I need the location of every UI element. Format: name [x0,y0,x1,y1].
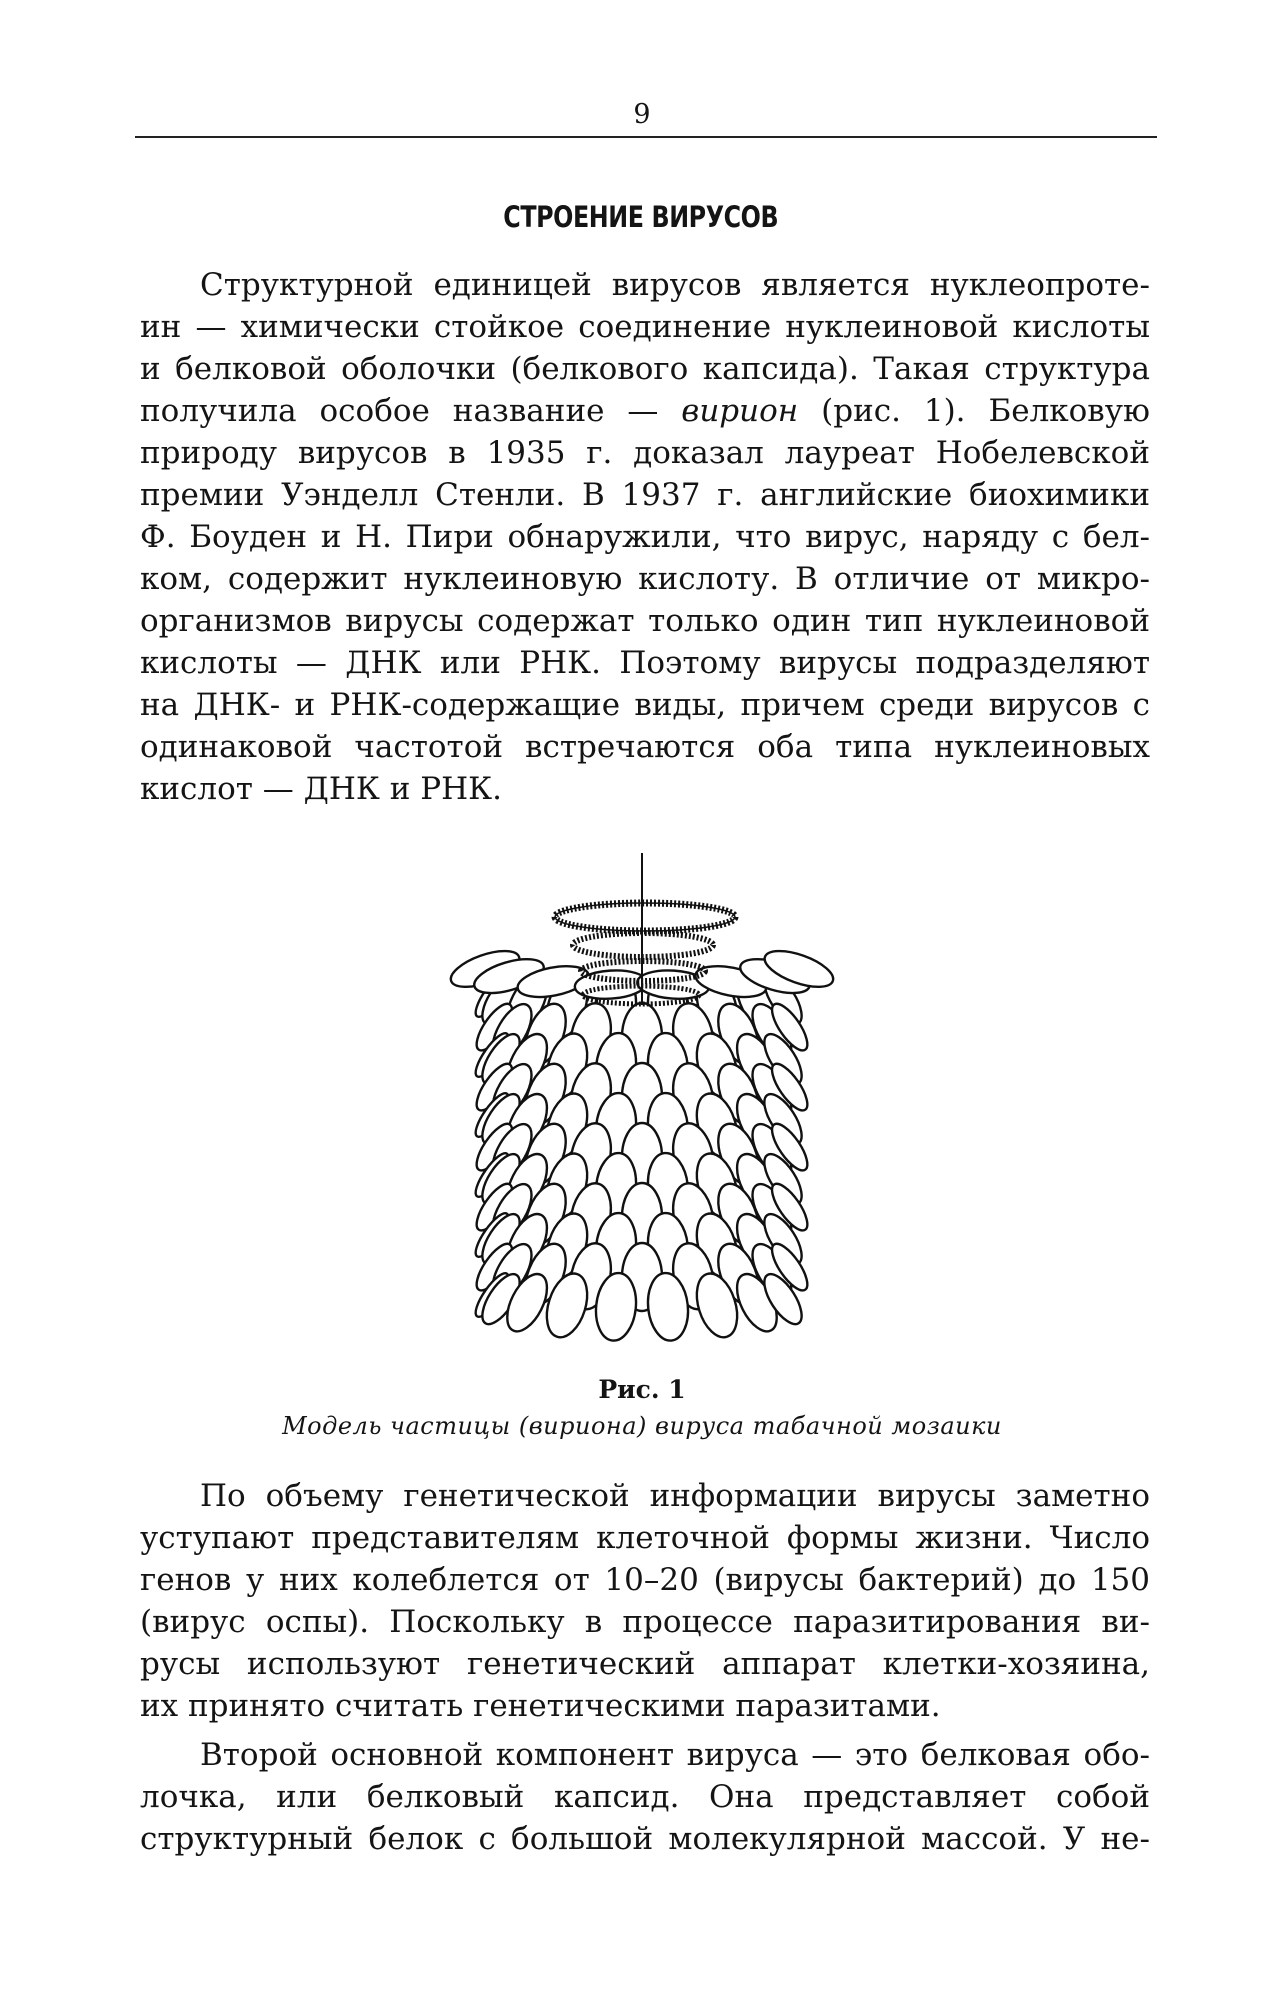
text-line: уступают представителям клеточной формы жизни. Число [140,1520,1150,1556]
text-line: ком, содержит нуклеиновую кислоту. В отличие от микро- [140,561,1150,597]
section-title: СТРОЕНИЕ ВИРУСОВ [503,200,779,234]
text-line: лочка, или белковый капсид. Она представляет собой [140,1779,1150,1815]
text-line: кислот — ДНК и РНК. [140,771,502,807]
text-line: (вирус оспы). Поскольку в процессе паразитирования ви- [140,1604,1150,1640]
text-line: природу вирусов в 1935 г. доказал лауреат Нобелевской [140,435,1150,471]
text-line-with-term [140,390,1150,432]
header-rule [135,136,1157,138]
virion-illustration [445,845,840,1345]
text-segment: получила особое название — [140,393,659,429]
text-line: Второй основной компонент вируса — это белковая обо- [200,1737,1150,1773]
paragraph-2 [140,1475,1150,1727]
text-line: генов у них колеблется от 10–20 (вирусы бактерий) до 150 [140,1562,1150,1598]
paragraph-3 [140,1734,1150,1860]
text-line: ин — химически стойкое соединение нуклеиновой кислоты [140,309,1150,345]
figure-label: Рис. 1 [598,1375,686,1404]
text-segment: (рис. 1). Белковую [821,393,1150,429]
text-line: структурный белок с большой молекулярной массой. У не- [140,1821,1150,1857]
paragraph-1 [140,264,1150,810]
text-line: их принято считать генетическими паразитами. [140,1688,941,1724]
text-line: организмов вирусы содержат только один тип нуклеиновой [140,603,1150,639]
term-virion: вирион [681,393,799,429]
page-number: 9 [633,99,651,130]
text-line: премии Уэнделл Стенли. В 1937 г. английские биохимики [140,477,1150,513]
text-line: на ДНК- и РНК-содержащие виды, причем среди вирусов с [140,687,1150,723]
figure-caption: Модель частицы (вириона) вируса табачной мозаики [282,1412,1002,1440]
text-line: русы используют генетический аппарат клетки-хозяина, [140,1646,1150,1682]
text-line: одинаковой частотой встречаются оба типа нуклеиновых [140,729,1150,765]
text-line: По объему генетической информации вирусы заметно [200,1478,1150,1514]
text-line: Ф. Боуден и Н. Пири обнаружили, что вирус, наряду с бел- [140,519,1150,555]
text-line: кислоты — ДНК или РНК. Поэтому вирусы подразделяют [140,645,1150,681]
text-line: Структурной единицей вирусов является нуклеопроте- [200,267,1150,303]
text-line: и белковой оболочки (белкового капсида). Такая структура [140,351,1150,387]
